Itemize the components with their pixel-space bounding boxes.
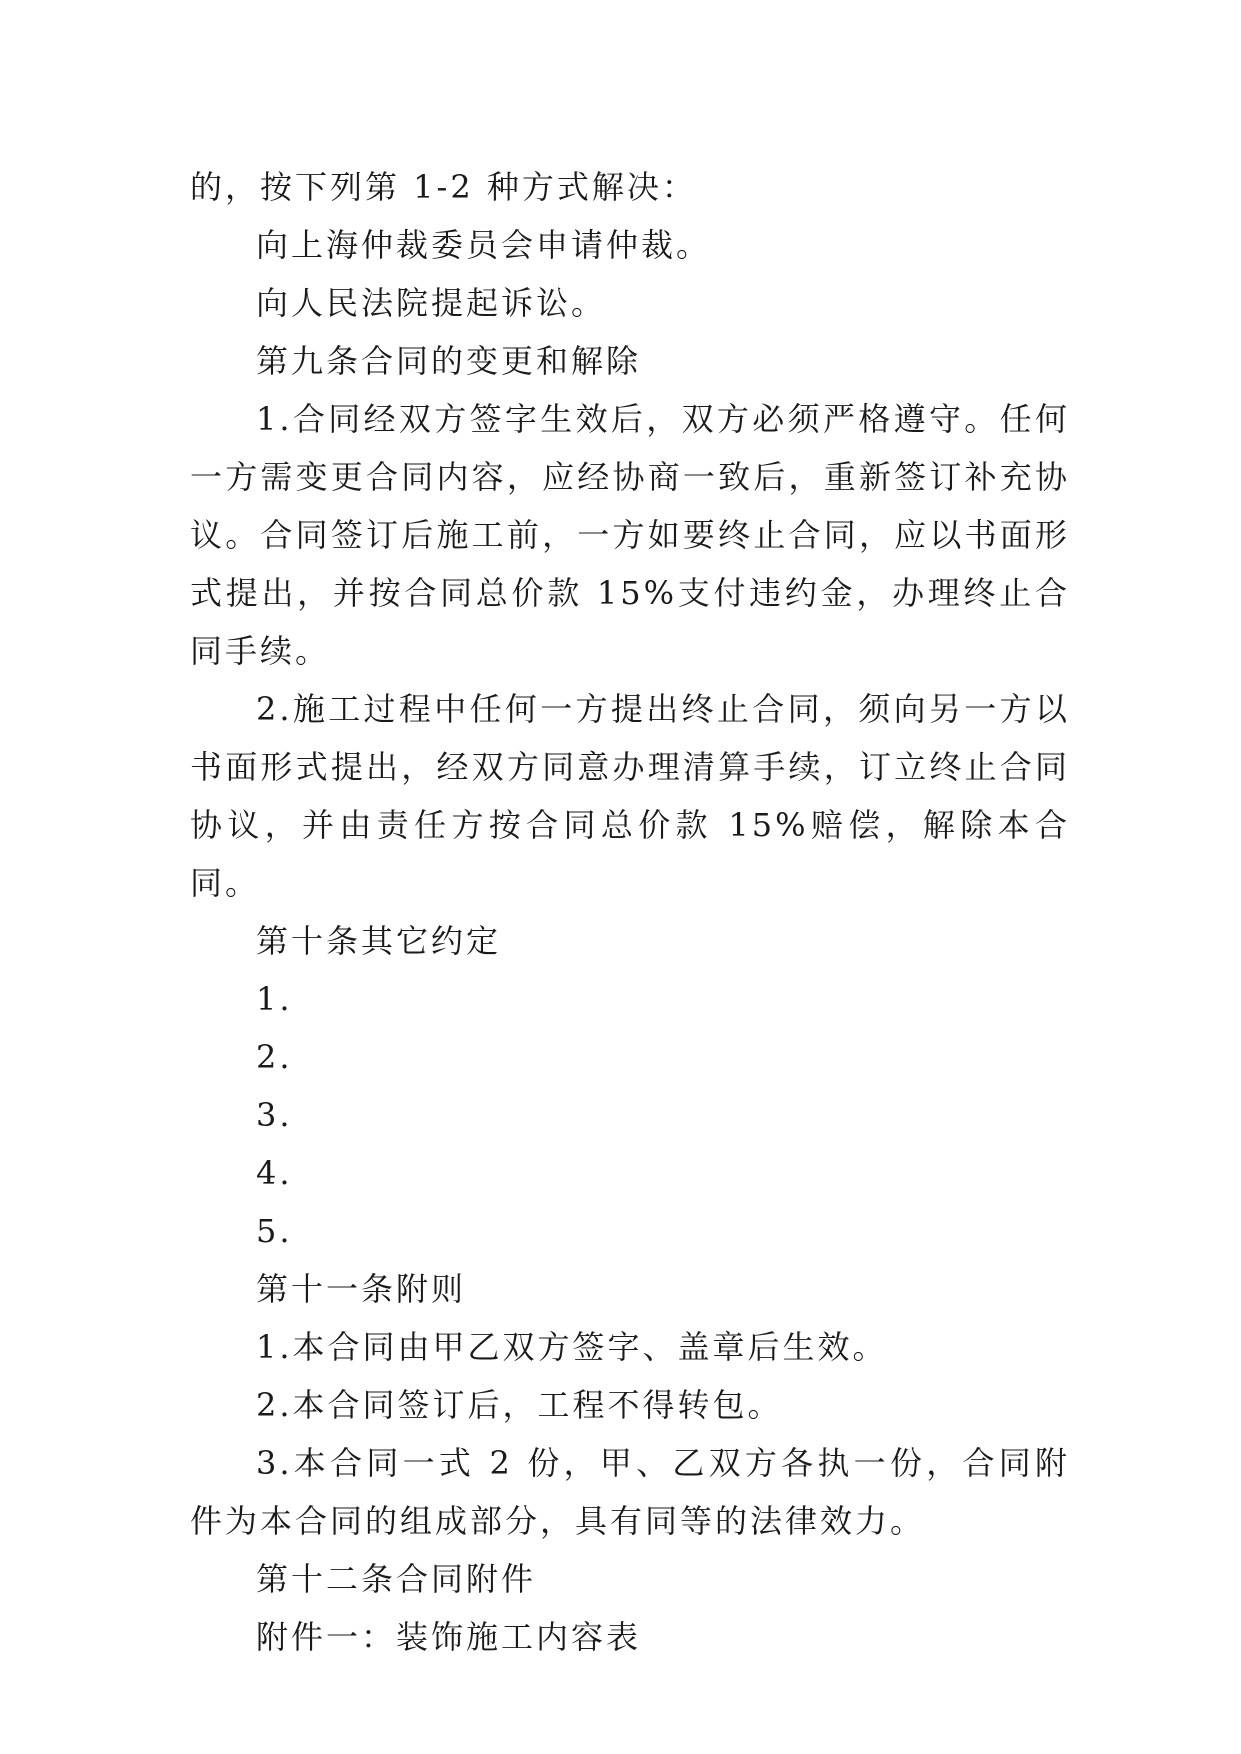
document-body: [190, 158, 1070, 1666]
paragraph-article-9-clause-1: 1.合同经双方签字生效后，双方必须严格遵守。任何一方需变更合同内容，应经协商一致后，重新签订补充协议。合同签订后施工前，一方如要终止合同，应以书面形式提出，并按合同总价款 15%支付违约金，办理终止合同手续。: [190, 400, 1070, 670]
list-item-other-5: 5.: [256, 1212, 293, 1250]
paragraph-article-9-clause-2: 2.施工过程中任何一方提出终止合同，须向另一方以书面形式提出，经双方同意办理清算手续，订立终止合同协议，并由责任方按合同总价款 15%赔偿，解除本合同。: [190, 690, 1070, 902]
list-item-other-3: 3.: [256, 1096, 293, 1134]
heading-article-12: 第十二条合同附件: [256, 1560, 537, 1598]
heading-article-9: 第九条合同的变更和解除: [256, 342, 642, 380]
paragraph-litigation: 向人民法院提起诉讼。: [256, 284, 607, 322]
list-item-other-2: 2.: [256, 1038, 293, 1076]
paragraph-arbitration: 向上海仲裁委员会申请仲裁。: [256, 226, 712, 264]
paragraph-article-11-clause-3: 3.本合同一式 2 份，甲、乙双方各执一份，合同附件为本合同的组成部分，具有同等的法律效力。: [190, 1444, 1070, 1540]
paragraph-dispute-resolution-intro: 的，按下列第 1-2 种方式解决：: [190, 168, 697, 206]
list-item-other-4: 4.: [256, 1154, 293, 1192]
heading-article-11: 第十一条附则: [256, 1270, 467, 1308]
paragraph-attachment-1: 附件一：装饰施工内容表: [256, 1618, 642, 1656]
list-item-other-1: 1.: [256, 980, 293, 1018]
heading-article-10: 第十条其它约定: [256, 922, 502, 960]
paragraph-article-11-clause-2: 2.本合同签订后，工程不得转包。: [256, 1386, 783, 1424]
paragraph-article-11-clause-1: 1.本合同由甲乙双方签字、盖章后生效。: [256, 1328, 888, 1366]
